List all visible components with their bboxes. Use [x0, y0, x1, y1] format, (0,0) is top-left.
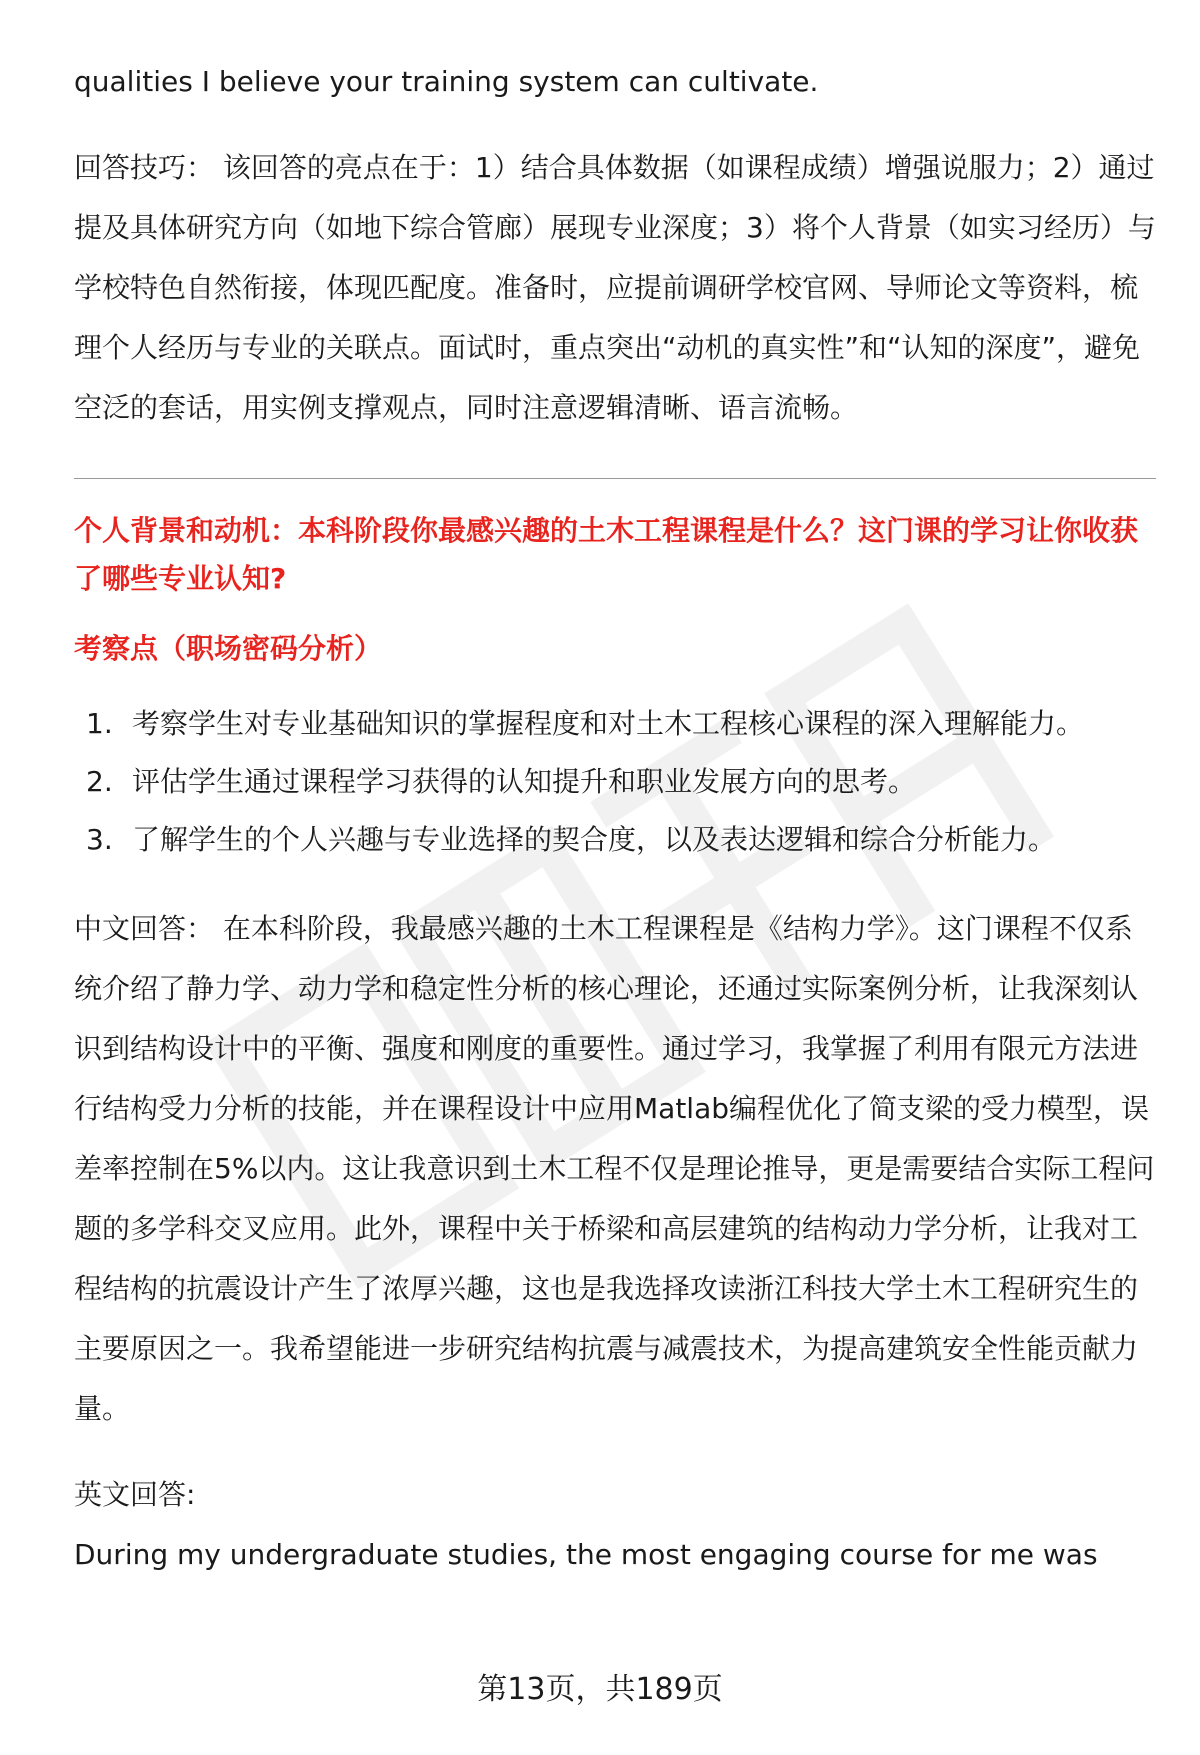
focus-heading: 考察点（职场密码分析） — [74, 632, 383, 665]
list-number: 2. — [86, 765, 113, 798]
list-item — [74, 753, 1156, 811]
list-number: 3. — [86, 823, 113, 856]
list-text: 了解学生的个人兴趣与专业选择的契合度，以及表达逻辑和综合分析能力。 — [132, 823, 1057, 856]
english-answer-label: 英文回答: — [74, 1478, 196, 1511]
page-number: 第13页，共189页 — [477, 1672, 723, 1707]
continued-line: qualities I believe your training system can cultivate. — [74, 65, 819, 98]
chinese-answer: 中文回答： 在本科阶段，我最感兴趣的土木工程课程是《结构力学》。这门课程不仅系统介绍了静力学、动力学和稳定性分析的核心理论，还通过实际案例分析，让我深刻认识到结构设计中的平衡、强度和刚度的重要性。通过学习，我掌握了利用有限元方法进行结构受力分析的技能，并在课程设计中应用Matlab编程优化了简支梁的受力模型，误差率控制在5%以内。这让我意识到土木工程不仅是理论推导，更是需要结合实际工程问题的多学科交叉应用。此外，课程中关于桥梁和高层建筑的结构动力学分析，让我对工程结构的抗震设计产生了浓厚兴趣，这也是我选择攻读浙江科技大学土木工程研究生的主要原因之一。我希望能进一步研究结构抗震与减震技术，为提高建筑安全性能贡献力量。 — [74, 912, 1155, 1425]
list-item — [74, 811, 1156, 869]
list-text: 考察学生对专业基础知识的掌握程度和对土木工程核心课程的深入理解能力。 — [132, 707, 1085, 740]
list-number: 1. — [86, 707, 113, 740]
question-heading: 个人背景和动机：本科阶段你最感兴趣的土木工程课程是什么？这门课的学习让你收获了哪些专业认知? — [74, 514, 1139, 595]
english-answer: During my undergraduate studies, the most engaging course for me was — [74, 1538, 1098, 1571]
section-divider — [74, 478, 1156, 479]
list-item — [74, 695, 1156, 753]
document-page — [74, 52, 1156, 1585]
answer-tips: 回答技巧： 该回答的亮点在于：1）结合具体数据（如课程成绩）增强说服力；2）通过提及具体研究方向（如地下综合管廊）展现专业深度；3）将个人背景（如实习经历）与学校特色自然衔接，体现匹配度。准备时，应提前调研学校官网、导师论文等资料，梳理个人经历与专业的关联点。面试时，重点突出“动机的真实性”和“认知的深度”，避免空泛的套话，用实例支撑观点，同时注意逻辑清晰、语言流畅。 — [74, 151, 1156, 424]
list-text: 评估学生通过课程学习获得的认知提升和职业发展方向的思考。 — [132, 765, 917, 798]
focus-list — [74, 695, 1156, 869]
